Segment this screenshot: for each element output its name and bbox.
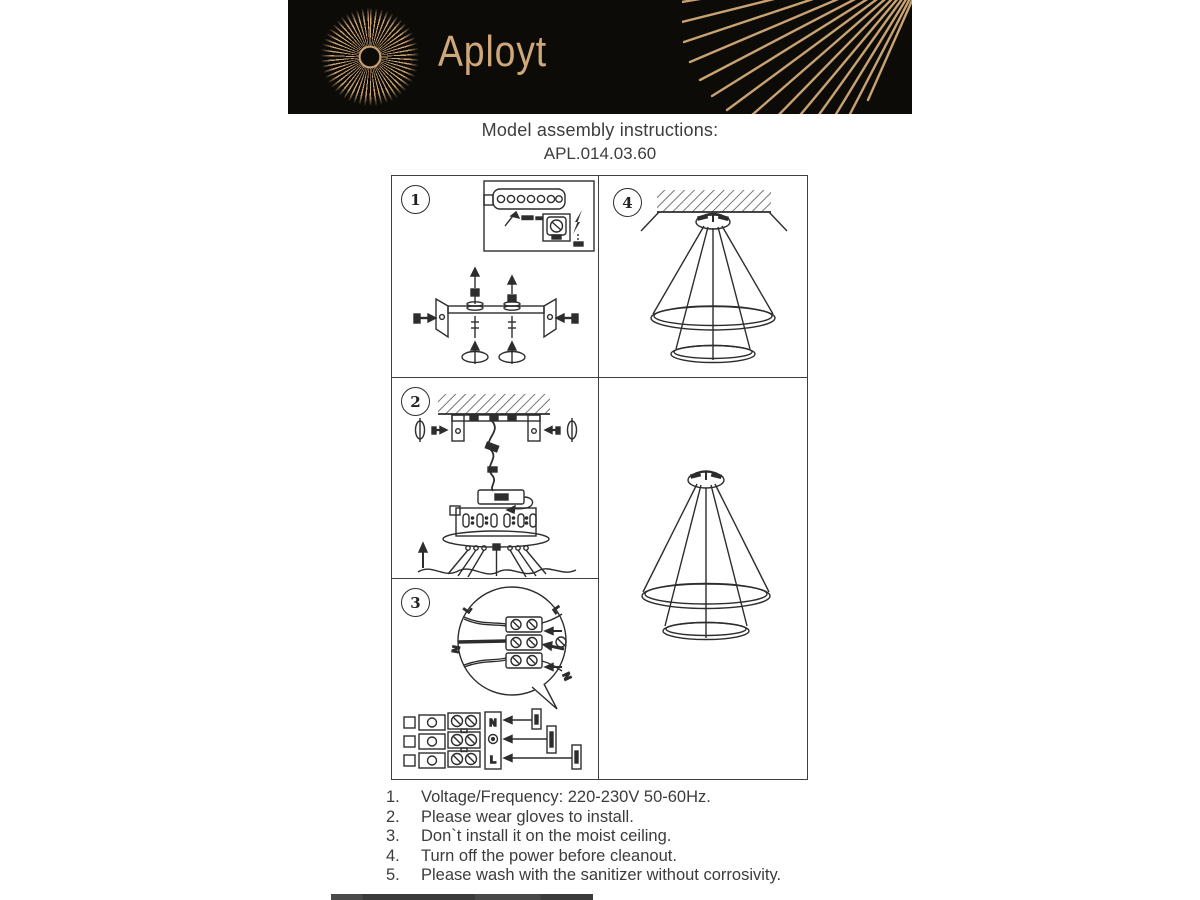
screw-side-left [414, 314, 436, 323]
step1-illustration [392, 176, 599, 376]
step2-illustration [392, 378, 599, 577]
step3-panel [392, 579, 599, 779]
model-number: APL.014.03.60 [543, 144, 657, 163]
page-edge-crop-bar [331, 894, 593, 900]
label-L-right: L [549, 604, 563, 616]
label-L-left: L [461, 604, 475, 616]
page-title: Model assembly instructions: [481, 120, 719, 140]
ceiling-hatch [657, 190, 771, 212]
step2-badge: 2 [401, 387, 430, 416]
label-N-left: N [450, 644, 463, 655]
screw-side-right [556, 314, 578, 323]
toggle-wing-left [416, 418, 448, 442]
instruction-item [386, 847, 781, 867]
pendant-cables [643, 484, 769, 638]
pendant-canopy [696, 214, 730, 230]
step2-panel [392, 378, 599, 579]
toggle-anchor-right [499, 342, 525, 364]
pendant-canopy [688, 471, 724, 488]
finished-pendant-illustration [599, 378, 807, 777]
instruction-item [386, 827, 781, 847]
instruction-number: 4. [386, 846, 400, 865]
step4-illustration [599, 176, 807, 376]
instruction-text: Don`t install it on the moist ceiling. [421, 827, 672, 845]
pendant-cables [653, 226, 773, 360]
instruction-text: Voltage/Frequency: 220-230V 50-60Hz. [421, 788, 711, 806]
step4-panel [599, 176, 807, 378]
step1-panel [392, 176, 599, 378]
instruction-number: 3. [386, 827, 400, 845]
strip-label-L: L [489, 755, 497, 766]
instruction-text: Turn off the power before cleanout. [421, 846, 677, 865]
screw-up-left [467, 268, 483, 338]
instruction-item [386, 866, 781, 886]
sunburst-logo-icon [321, 8, 419, 106]
instruction-list [386, 788, 781, 886]
step1-badge: 1 [401, 185, 430, 214]
wiring-detail-bubble [451, 587, 573, 709]
toggle-anchor-left [462, 342, 488, 364]
step4-badge: 4 [613, 188, 642, 217]
toggle-wing-right [545, 418, 577, 442]
canopy-drawing [443, 506, 549, 547]
brand-name: Aployt [438, 27, 548, 76]
mounting-bracket-drawing [414, 268, 578, 364]
up-arrow-icon [419, 543, 427, 568]
suspension-cords [418, 544, 576, 577]
terminal-block-drawing [404, 709, 581, 769]
corner-rays-decoration-icon [682, 0, 912, 114]
step3-illustration [392, 579, 599, 777]
step3-badge: 3 [401, 588, 430, 617]
instruction-item [386, 788, 781, 808]
instruction-item [386, 808, 781, 828]
strip-label-N: N [489, 718, 497, 729]
instruction-grid [391, 175, 808, 780]
power-cable [489, 421, 495, 491]
driver-box [478, 490, 533, 513]
instruction-number: 5. [386, 866, 400, 884]
instruction-number: 1. [386, 788, 400, 806]
brand-banner [288, 0, 912, 114]
screw-up-right [504, 276, 520, 338]
label-N-right: N [559, 671, 573, 683]
lightning-icon [573, 210, 583, 246]
instruction-text: Please wear gloves to install. [421, 807, 634, 826]
title-block [0, 120, 1200, 164]
terminal-inset-box [484, 181, 594, 251]
instruction-number: 2. [386, 807, 400, 826]
ceiling-hatch [438, 394, 550, 414]
finished-pendant-panel [599, 378, 807, 779]
instruction-text: Please wash with the sanitizer without corrosivity. [421, 866, 782, 884]
